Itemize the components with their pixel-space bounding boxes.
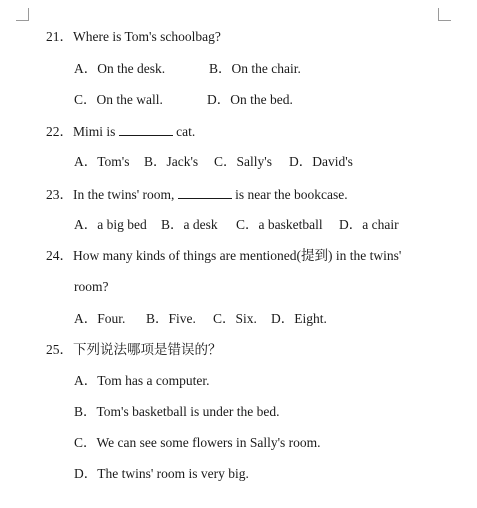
option-21-a: A．On the desk. [74,61,166,76]
option-24-a: A．Four. [74,311,126,326]
question-number: 22． [46,124,73,139]
question-number: 23． [46,187,73,202]
question-24-continued: room? [74,279,109,294]
page-corner-mark-top-left [16,8,29,21]
question-number: 25． [46,342,73,357]
option-23-d: D．a chair [339,217,399,232]
question-text-after: is near the bookcase. [235,187,348,202]
page-corner-mark-top-right [438,8,451,21]
question-23 [46,186,348,203]
option-24-c: C．Six. [213,311,257,326]
question-25 [46,342,222,358]
question-text-after: cat. [176,124,196,139]
option-22-d: D．David's [289,154,353,169]
option-21-b: B．On the chair. [209,61,301,76]
option-24-b: B．Five. [146,311,196,326]
question-text-line-1: How many kinds of things are mentioned(提到) in the twins' [73,248,402,263]
question-text-before: In the twins' room, [73,187,175,202]
option-23-c: C．a basketball [236,217,323,232]
answer-blank [178,186,232,199]
option-25-a: A．Tom has a computer. [74,373,210,388]
question-24 [46,248,401,264]
question-text-before: Mimi is [73,124,116,139]
option-22-a: A．Tom's [74,154,130,169]
option-22-b: B．Jack's [144,154,199,169]
question-number: 24． [46,248,73,263]
option-21-d: D．On the bed. [207,92,293,107]
option-23-b: B．a desk [161,217,218,232]
option-23-a: A．a big bed [74,217,147,232]
option-22-c: C．Sally's [214,154,272,169]
question-text: 下列说法哪项是错误的？ [73,342,222,357]
option-25-d: D．The twins' room is very big. [74,466,249,481]
option-25-c: C．We can see some flowers in Sally's room. [74,435,321,450]
question-21 [46,29,221,45]
question-text: Where is Tom's schoolbag? [73,29,221,44]
answer-blank [119,123,173,136]
question-22 [46,123,195,140]
option-24-d: D．Eight. [271,311,327,326]
question-number: 21． [46,29,73,44]
option-21-c: C．On the wall. [74,92,163,107]
option-25-b: B．Tom's basketball is under the bed. [74,404,280,419]
